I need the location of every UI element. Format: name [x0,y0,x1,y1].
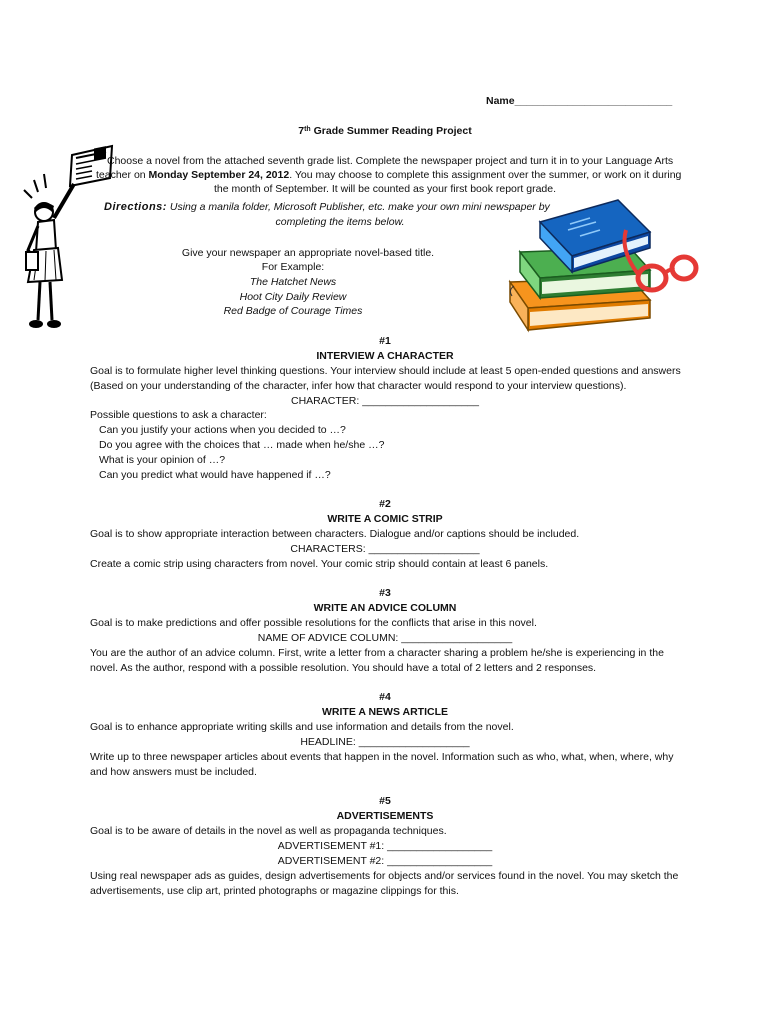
section-2-goal: Goal is to show appropriate interaction between characters. Dialogue and/or captions should be included. [90,528,580,540]
section-1-goal-line-1: Goal is to formulate higher level thinking questions. Your interview should include at least 5 open-ended questions and answers [90,365,681,377]
section-4-number: #4 [379,691,391,703]
section-3-heading: WRITE AN ADVICE COLUMN [313,602,457,614]
title-superscript: th [304,126,311,133]
title-text: Grade Summer Reading Project [310,125,472,137]
section-1-heading: INTERVIEW A CHARACTER [316,350,454,362]
section-5-heading: ADVERTISEMENTS [336,810,434,822]
advice-column-field: NAME OF ADVICE COLUMN: ___________________ [257,632,513,644]
section-4-goal: Goal is to enhance appropriate writing skills and use information and details from the novel. [90,721,514,733]
example-title-3: Red Badge of Courage Times [223,305,363,317]
section-4-body-line-1: Write up to three newspaper articles about events that happen in the novel. Information such as who, what, when, where, why [90,751,674,763]
directions-line-1: Directions: Using a manila folder, Microsoft Publisher, etc. make your own mini newspaper by [104,201,550,213]
section-1-number: #1 [379,335,391,347]
advertisement-2-field: ADVERTISEMENT #2: __________________ [277,855,493,867]
section-5-body-line-1: Using real newspaper ads as guides, design advertisements for objects and/or services found in the novel. You may sketch the [90,870,679,882]
due-date: Monday September 24, 2012 [148,169,290,181]
section-3-number: #3 [379,587,391,599]
section-2-number: #2 [379,498,391,510]
characters-field: CHARACTERS: ___________________ [290,543,480,555]
intro-line-3: the month of September. It will be counted as your first book report grade. [213,183,557,195]
section-5-goal: Goal is to be aware of details in the novel as well as propaganda techniques. [90,825,447,837]
intro-line-2: teacher on Monday September 24, 2012. You may choose to complete this assignment over the summer, or work on it during [96,169,682,181]
section-5-number: #5 [379,795,391,807]
name-field: Name___________________________ [486,95,673,107]
headline-field: HEADLINE: ___________________ [300,736,470,748]
question-2: Do you agree with the choices that … made when he/she …? [99,439,385,451]
question-4: Can you predict what would have happened if …? [99,469,331,481]
section-4-body-line-2: and how answers must be included. [90,766,257,778]
section-3-body-line-2: novel. As the author, respond with a possible resolution. You should have a total of 2 letters and 2 responses. [90,662,597,674]
character-field: CHARACTER: ____________________ [291,395,479,407]
question-1: Can you justify your actions when you decided to …? [99,424,346,436]
directions-label: Directions: [104,201,167,213]
section-4-heading: WRITE A NEWS ARTICLE [322,706,448,718]
example-title-1: The Hatchet News [249,276,337,288]
directions-line-2: completing the items below. [275,216,405,228]
example-title-2: Hoot City Daily Review [239,291,347,303]
page-title [0,124,770,138]
section-5-body-line-2: advertisements, use clip art, printed photographs or magazine clippings for this. [90,885,459,897]
questions-intro: Possible questions to ask a character: [90,409,267,421]
example-label: For Example: [261,261,325,273]
section-3-goal: Goal is to make predictions and offer possible resolutions for the conflicts that arise in this novel. [90,617,537,629]
section-1-goal-line-2: (Based on your understanding of the character, infer how that character would respond to your interview questions). [90,380,627,392]
title-hint: Give your newspaper an appropriate novel-based title. [181,247,435,259]
section-3-body-line-1: You are the author of an advice column. First, write a letter from a character sharing a problem he/she is experiencing in the [90,647,664,659]
section-2-heading: WRITE A COMIC STRIP [327,513,443,525]
advertisement-1-field: ADVERTISEMENT #1: __________________ [277,840,493,852]
title-grade: 7 [298,125,305,137]
question-3: What is your opinion of …? [99,454,226,466]
intro-line-1: Choose a novel from the attached seventh grade list. Complete the newspaper project and turn it in to your Language Arts [107,155,674,167]
section-2-body: Create a comic strip using characters from novel. Your comic strip should contain at least 6 panels. [90,558,549,570]
